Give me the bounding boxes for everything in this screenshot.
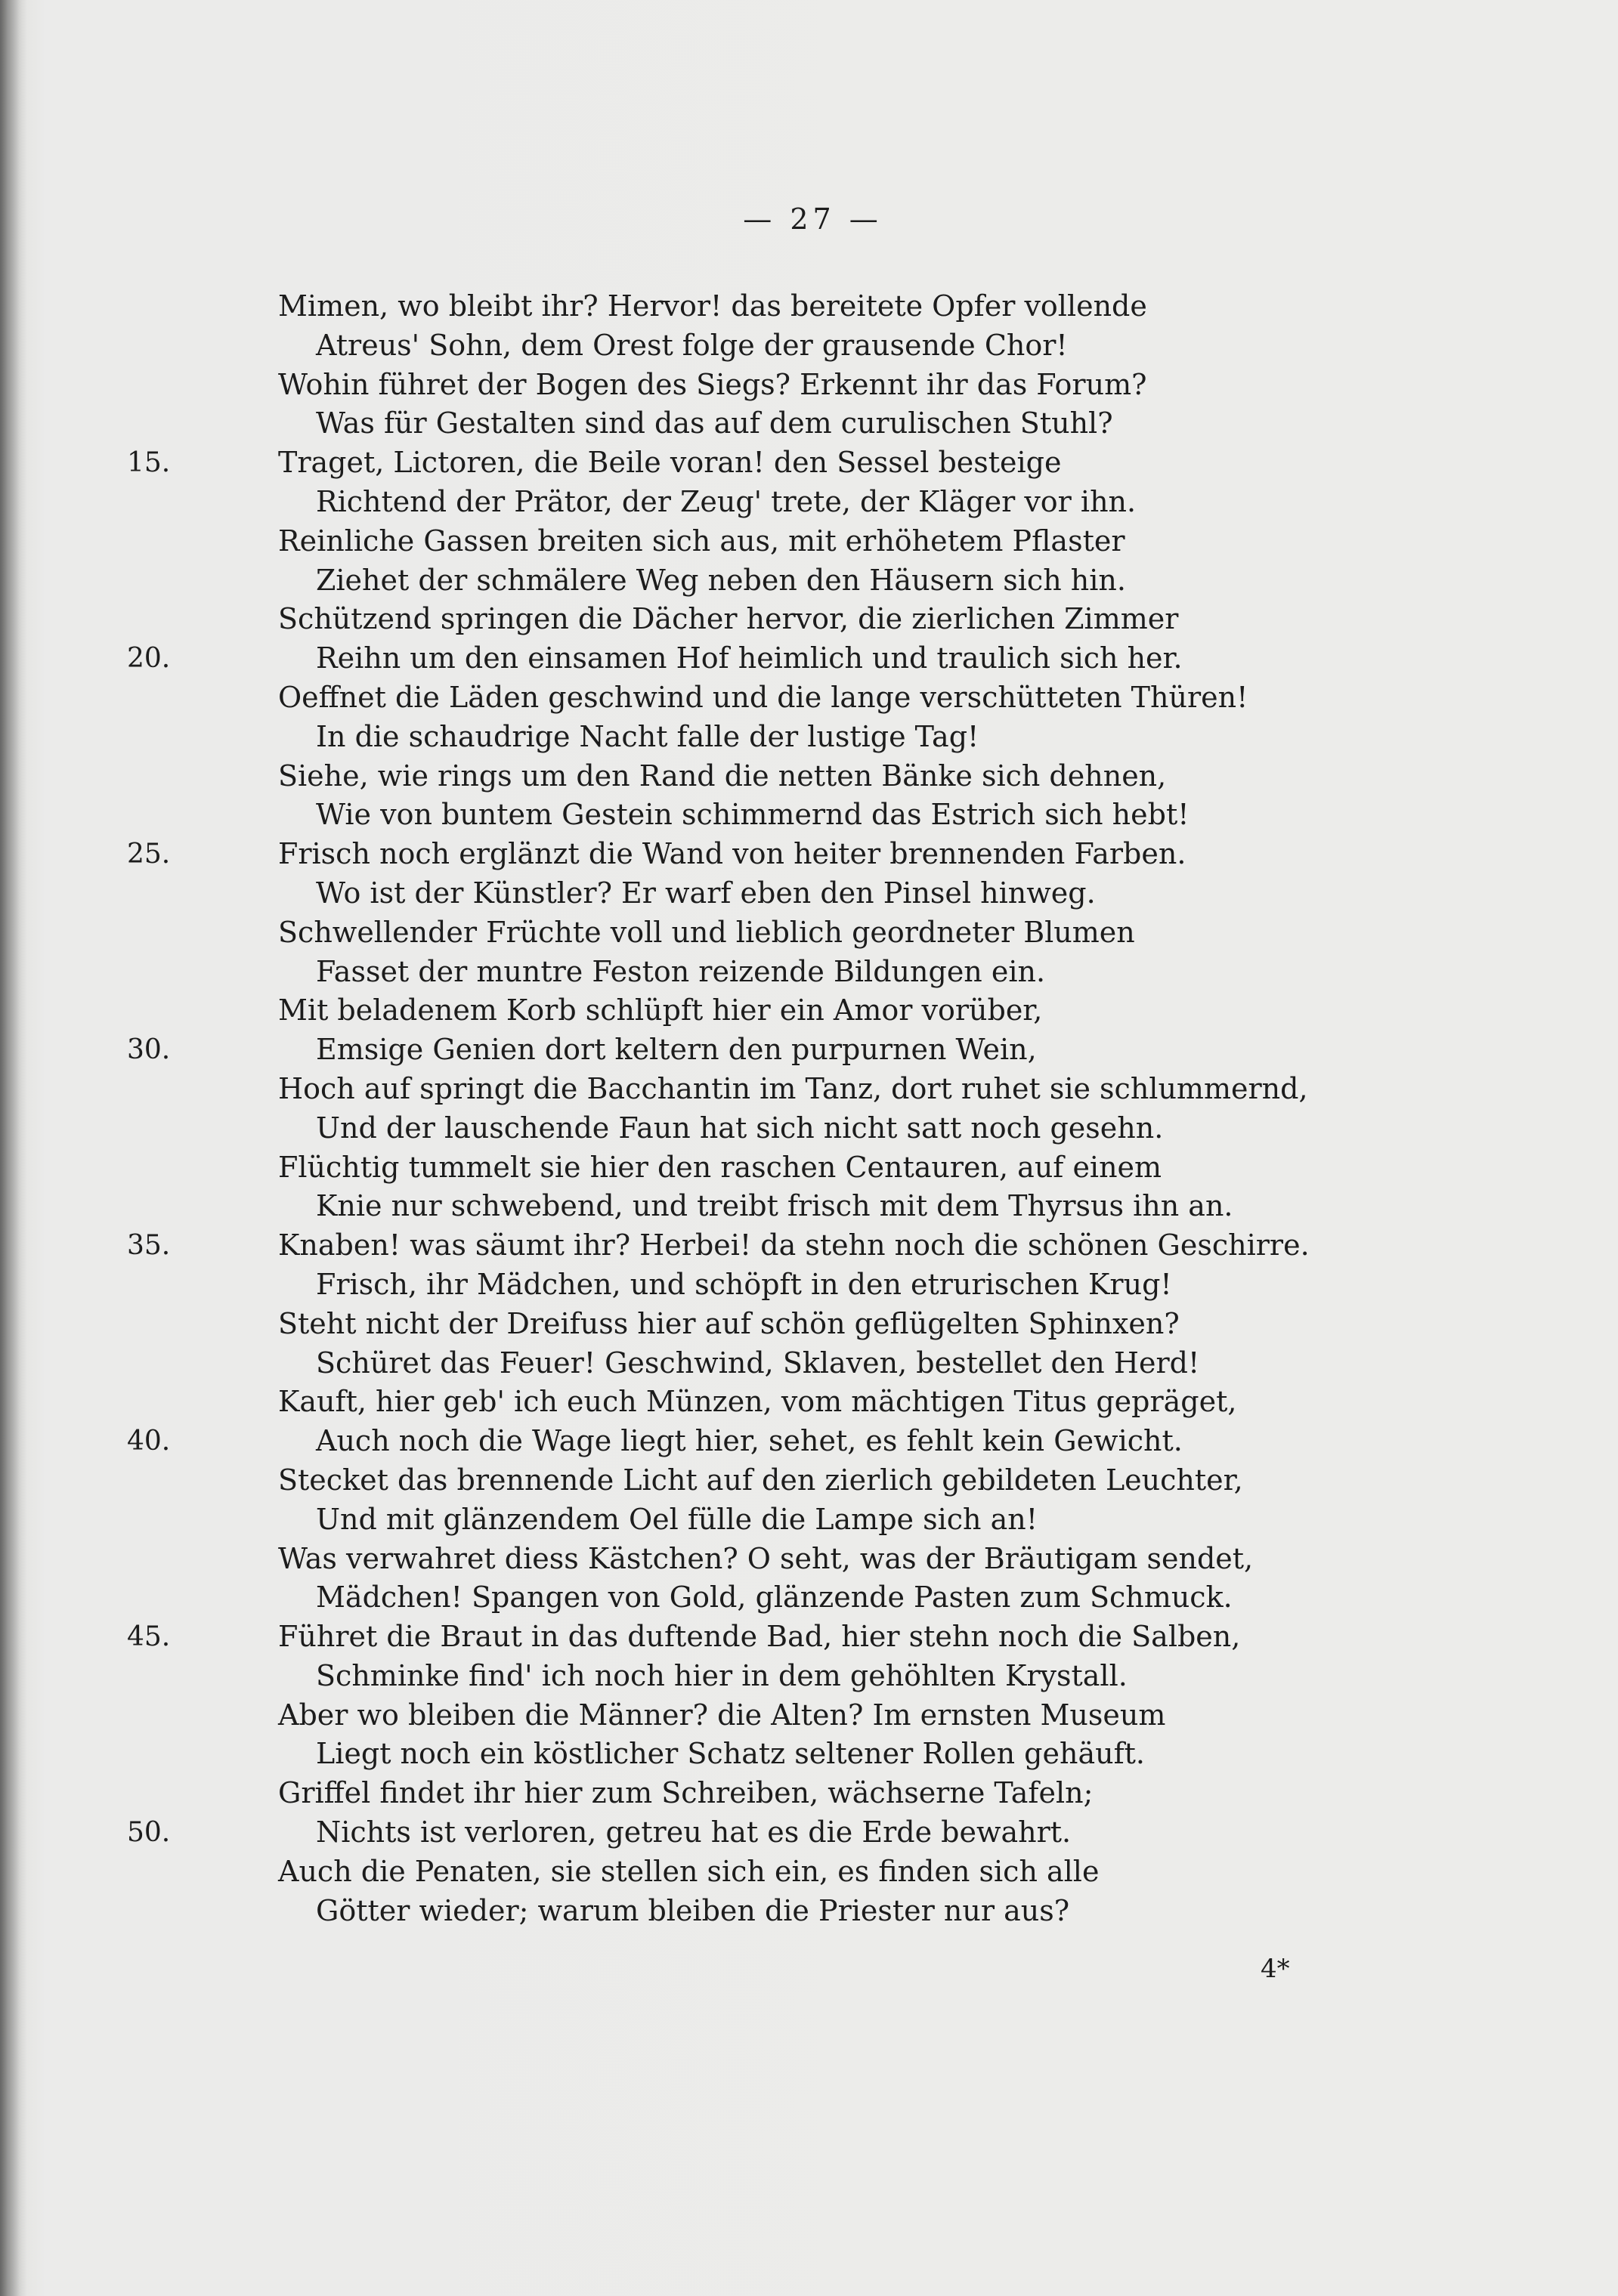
verse-line bbox=[0, 796, 1618, 835]
verse-line bbox=[0, 1148, 1618, 1188]
verse-line bbox=[0, 1657, 1618, 1696]
verse-line bbox=[0, 1853, 1618, 1892]
verse-line bbox=[0, 718, 1618, 757]
verse-line bbox=[0, 600, 1618, 639]
verse-text: Aber wo bleiben die Männer? die Alten? Im ernsten Museum bbox=[278, 1698, 1166, 1732]
verse-text: Schwellender Früchte voll und lieblich geordneter Blumen bbox=[278, 915, 1135, 949]
verse-line bbox=[0, 1696, 1618, 1735]
verse-line bbox=[0, 404, 1618, 443]
verse-line bbox=[0, 1383, 1618, 1422]
verse-text: Kauft, hier geb' ich euch Münzen, vom mächtigen Titus gepräget, bbox=[278, 1385, 1237, 1419]
verse-text: Stecket das brennende Licht auf den zierlich gebildeten Leuchter, bbox=[278, 1463, 1243, 1497]
verse-line bbox=[0, 639, 1618, 678]
signature-mark: 4* bbox=[1261, 1954, 1290, 1984]
verse-text: Oeffnet die Läden geschwind und die lange verschütteten Thüren! bbox=[278, 680, 1248, 714]
verse-line bbox=[0, 1735, 1618, 1774]
verse-text: Mimen, wo bleibt ihr? Hervor! das bereitete Opfer vollende bbox=[278, 289, 1147, 323]
verse-text: Wohin führet der Bogen des Siegs? Erkennt ihr das Forum? bbox=[278, 367, 1147, 401]
verse-line bbox=[0, 1461, 1618, 1500]
verse-line bbox=[0, 1774, 1618, 1813]
verse-line bbox=[0, 443, 1618, 483]
verse-line bbox=[0, 913, 1618, 953]
verse-text: Mit beladenem Korb schlüpft hier ein Amor vorüber, bbox=[278, 993, 1043, 1027]
line-number: 25. bbox=[127, 839, 171, 870]
verse-text: Siehe, wie rings um den Rand die netten Bänke sich dehnen, bbox=[278, 759, 1167, 793]
verse-line bbox=[0, 326, 1618, 366]
line-number: 30. bbox=[127, 1034, 171, 1066]
verse-line bbox=[0, 1187, 1618, 1226]
verse-line bbox=[0, 1109, 1618, 1148]
verse-text: Atreus' Sohn, dem Orest folge der grausende Chor! bbox=[316, 328, 1068, 362]
line-number: 50. bbox=[127, 1817, 171, 1849]
verse-text: Reihn um den einsamen Hof heimlich und traulich sich her. bbox=[316, 641, 1183, 675]
verse-line bbox=[0, 1813, 1618, 1853]
verse-text: Frisch, ihr Mädchen, und schöpft in den etrurischen Krug! bbox=[316, 1267, 1172, 1301]
verse-text: Knie nur schwebend, und treibt frisch mit dem Thyrsus ihn an. bbox=[316, 1189, 1233, 1223]
verse-text: Flüchtig tummelt sie hier den raschen Centauren, auf einem bbox=[278, 1150, 1162, 1184]
verse-line bbox=[0, 1892, 1618, 1931]
verse-line bbox=[0, 1540, 1618, 1579]
verse-line bbox=[0, 1422, 1618, 1461]
verse-text: Schützend springen die Dächer hervor, die zierlichen Zimmer bbox=[278, 602, 1179, 636]
verse-line bbox=[0, 522, 1618, 561]
verse-text: Was verwahret diess Kästchen? O seht, was der Bräutigam sendet, bbox=[278, 1541, 1254, 1575]
verse-line bbox=[0, 1031, 1618, 1070]
verse-text: Und der lauschende Faun hat sich nicht satt noch gesehn. bbox=[316, 1111, 1164, 1145]
verse-text: Und mit glänzendem Oel fülle die Lampe sich an! bbox=[316, 1502, 1038, 1536]
verse-text: Griffel findet ihr hier zum Schreiben, wächserne Tafeln; bbox=[278, 1776, 1094, 1810]
verse-line bbox=[0, 366, 1618, 405]
verse-text: Steht nicht der Dreifuss hier auf schön geflügelten Sphinxen? bbox=[278, 1306, 1180, 1340]
verse-text: Was für Gestalten sind das auf dem curulischen Stuhl? bbox=[316, 406, 1113, 440]
verse-line bbox=[0, 953, 1618, 992]
verse-text: Schüret das Feuer! Geschwind, Sklaven, bestellet den Herd! bbox=[316, 1346, 1200, 1380]
verse-line bbox=[0, 1226, 1618, 1265]
verse-text: Auch die Penaten, sie stellen sich ein, es finden sich alle bbox=[278, 1854, 1100, 1888]
verse-line bbox=[0, 874, 1618, 913]
verse-line bbox=[0, 287, 1618, 326]
verse-text: Fasset der muntre Feston reizende Bildungen ein. bbox=[316, 954, 1046, 988]
verse-text: Führet die Braut in das duftende Bad, hier stehn noch die Salben, bbox=[278, 1620, 1241, 1654]
verse-text: Mädchen! Spangen von Gold, glänzende Pasten zum Schmuck. bbox=[316, 1581, 1233, 1615]
verse-text: Wo ist der Künstler? Er warf eben den Pinsel hinweg. bbox=[316, 876, 1096, 910]
verse-text: In die schaudrige Nacht falle der lustige Tag! bbox=[316, 719, 979, 753]
verse-line bbox=[0, 835, 1618, 874]
line-number: 45. bbox=[127, 1621, 171, 1653]
verse-text: Auch noch die Wage liegt hier, sehet, es fehlt kein Gewicht. bbox=[316, 1424, 1183, 1458]
poem-verses bbox=[0, 287, 1618, 1930]
verse-text: Schminke find' ich noch hier in dem gehöhlten Krystall. bbox=[316, 1658, 1128, 1692]
verse-line bbox=[0, 991, 1618, 1031]
verse-text: Götter wieder; warum bleiben die Priester nur aus? bbox=[316, 1893, 1070, 1927]
verse-text: Reinliche Gassen breiten sich aus, mit erhöhetem Pflaster bbox=[278, 524, 1125, 558]
verse-text: Ziehet der schmälere Weg neben den Häusern sich hin. bbox=[316, 563, 1126, 597]
line-number: 35. bbox=[127, 1230, 171, 1262]
verse-text: Wie von buntem Gestein schimmernd das Estrich sich hebt! bbox=[316, 798, 1190, 832]
verse-text: Frisch noch erglänzt die Wand von heiter brennenden Farben. bbox=[278, 837, 1186, 871]
line-number: 20. bbox=[127, 643, 171, 675]
verse-line bbox=[0, 1500, 1618, 1540]
verse-line bbox=[0, 678, 1618, 718]
verse-line bbox=[0, 1070, 1618, 1109]
verse-line bbox=[0, 1578, 1618, 1618]
line-number: 40. bbox=[127, 1426, 171, 1457]
verse-line bbox=[0, 1344, 1618, 1383]
verse-line bbox=[0, 1618, 1618, 1657]
verse-text: Richtend der Prätor, der Zeug' trete, der Kläger vor ihn. bbox=[316, 484, 1137, 518]
verse-line bbox=[0, 561, 1618, 601]
verse-line bbox=[0, 483, 1618, 522]
verse-line bbox=[0, 757, 1618, 796]
verse-text: Traget, Lictoren, die Beile voran! den Sessel besteige bbox=[278, 446, 1062, 480]
verse-text: Emsige Genien dort keltern den purpurnen Wein, bbox=[316, 1033, 1037, 1067]
verse-text: Nichts ist verloren, getreu hat es die Erde bewahrt. bbox=[316, 1815, 1072, 1849]
page-number: — 27 — bbox=[743, 202, 883, 236]
verse-text: Hoch auf springt die Bacchantin im Tanz, dort ruhet sie schlummernd, bbox=[278, 1071, 1308, 1105]
verse-line bbox=[0, 1305, 1618, 1344]
line-number: 15. bbox=[127, 447, 171, 479]
verse-text: Knaben! was säumt ihr? Herbei! da stehn noch die schönen Geschirre. bbox=[278, 1228, 1310, 1262]
verse-line bbox=[0, 1265, 1618, 1305]
verse-text: Liegt noch ein köstlicher Schatz seltener Rollen gehäuft. bbox=[316, 1737, 1145, 1771]
